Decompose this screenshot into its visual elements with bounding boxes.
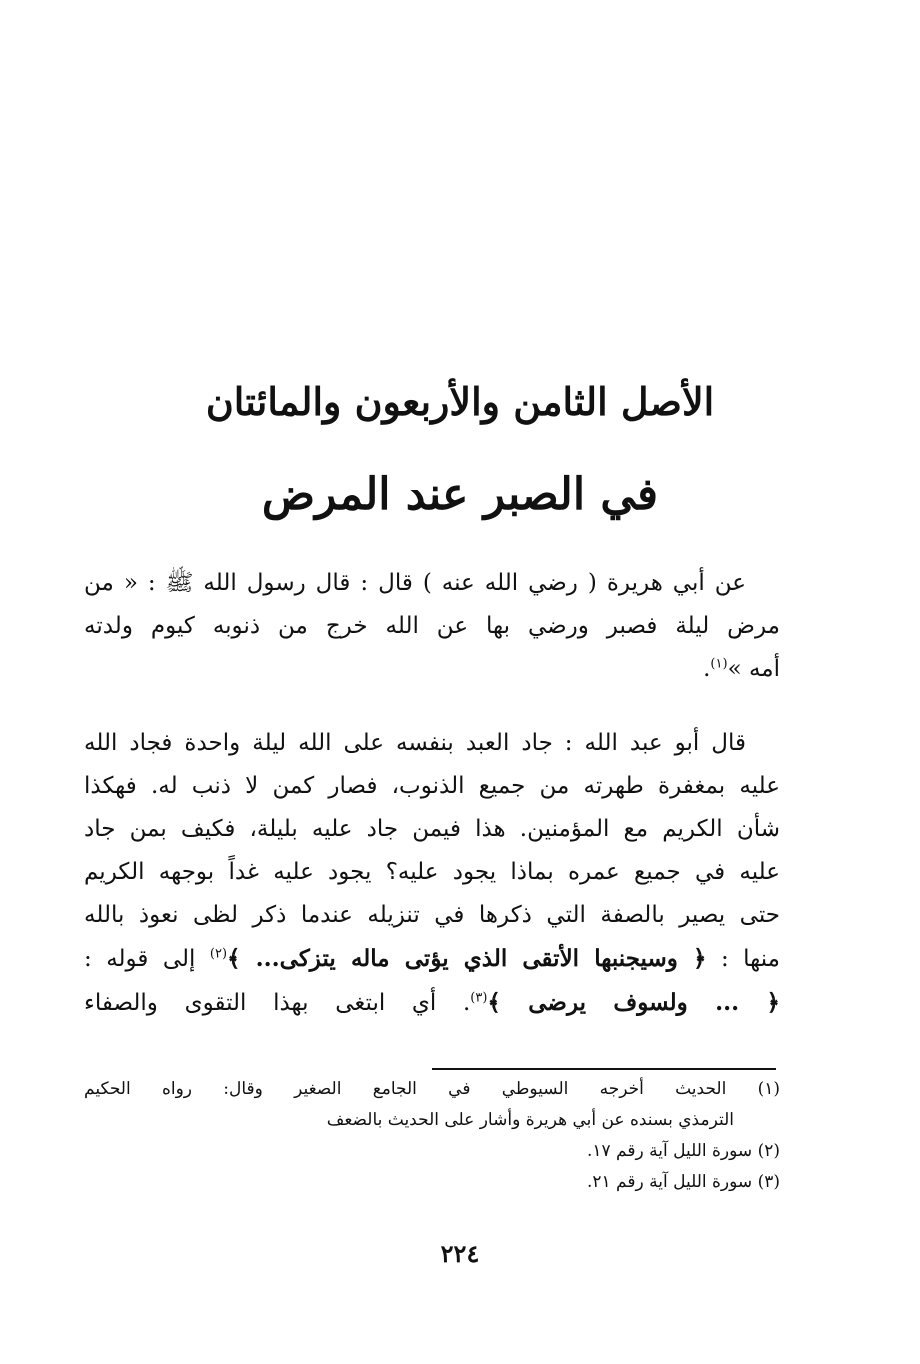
chapter-title: الأصل الثامن والأربعون والمائتان [205,379,715,424]
paragraph-line: عن أبي هريرة ( رضي الله عنه ) قال : قال رسول الله ﷺ : « من [84,570,746,596]
quran-verse: ﴿ ... ولسوف يرضى ﴾ [487,989,780,1016]
footnote-2: (٢) سورة الليل آية رقم ١٧. [586,1141,780,1161]
footnote-1: (١) الحديث أخرجه السيوطي في الجامع الصغير وقال: رواه الحكيم [84,1079,780,1099]
footnote-ref: (٣) [470,990,488,1006]
paragraph-line: قال أبو عبد الله : جاد العبد بنفسه على الله ليلة واحدة فجاد الله [84,730,746,756]
chapter-subtitle: في الصبر عند المرض [261,469,659,520]
paragraph-line: عليه بمغفرة طهرته من جميع الذنوب، فصار كمن لا ذنب له. فهكذا [84,773,780,799]
line-text: . أي ابتغى بهذا التقوى والصفاء [84,990,471,1016]
paragraph-line [84,937,780,981]
paragraph-line [84,981,780,1025]
footnotes [84,1074,780,1198]
line-end: . [703,656,711,682]
line-text: إلى قوله : [84,946,210,972]
page-number: ٢٢٤ [440,1239,480,1268]
paragraph-line: مرض ليلة فصبر ورضي بها عن الله خرج من ذنوبه كيوم ولدته [84,613,780,639]
commentary-paragraph [84,722,780,1025]
paragraph-line: شأن الكريم مع المؤمنين. هذا فيمن جاد عليه بليلة، فكيف بمن جاد [84,816,780,842]
line-text: أمه » [727,656,780,682]
hadith-paragraph [84,562,780,691]
quran-verse: ﴿ وسيجنبها الأتقى الذي يؤتى ماله يتزكى... ﴾ [227,945,707,972]
paragraph-line: عليه في جميع عمره بماذا يجود عليه؟ يجود عليه غداً بوجهه الكريم [84,859,780,885]
paragraph-line: حتى يصير بالصفة التي ذكرها في تنزيله عندما ذكر لظى نعوذ بالله [84,902,780,928]
paragraph-line [84,648,780,691]
footnote-1-continuation: الترمذي بسنده عن أبي هريرة وأشار على الحديث بالضعف [326,1110,734,1130]
line-text: منها : [706,946,780,972]
footnote-divider [432,1068,776,1070]
footnote-ref: (٢) [209,946,228,962]
footnote-3: (٣) سورة الليل آية رقم ٢١. [586,1172,780,1192]
footnote-ref: (١) [710,656,728,672]
